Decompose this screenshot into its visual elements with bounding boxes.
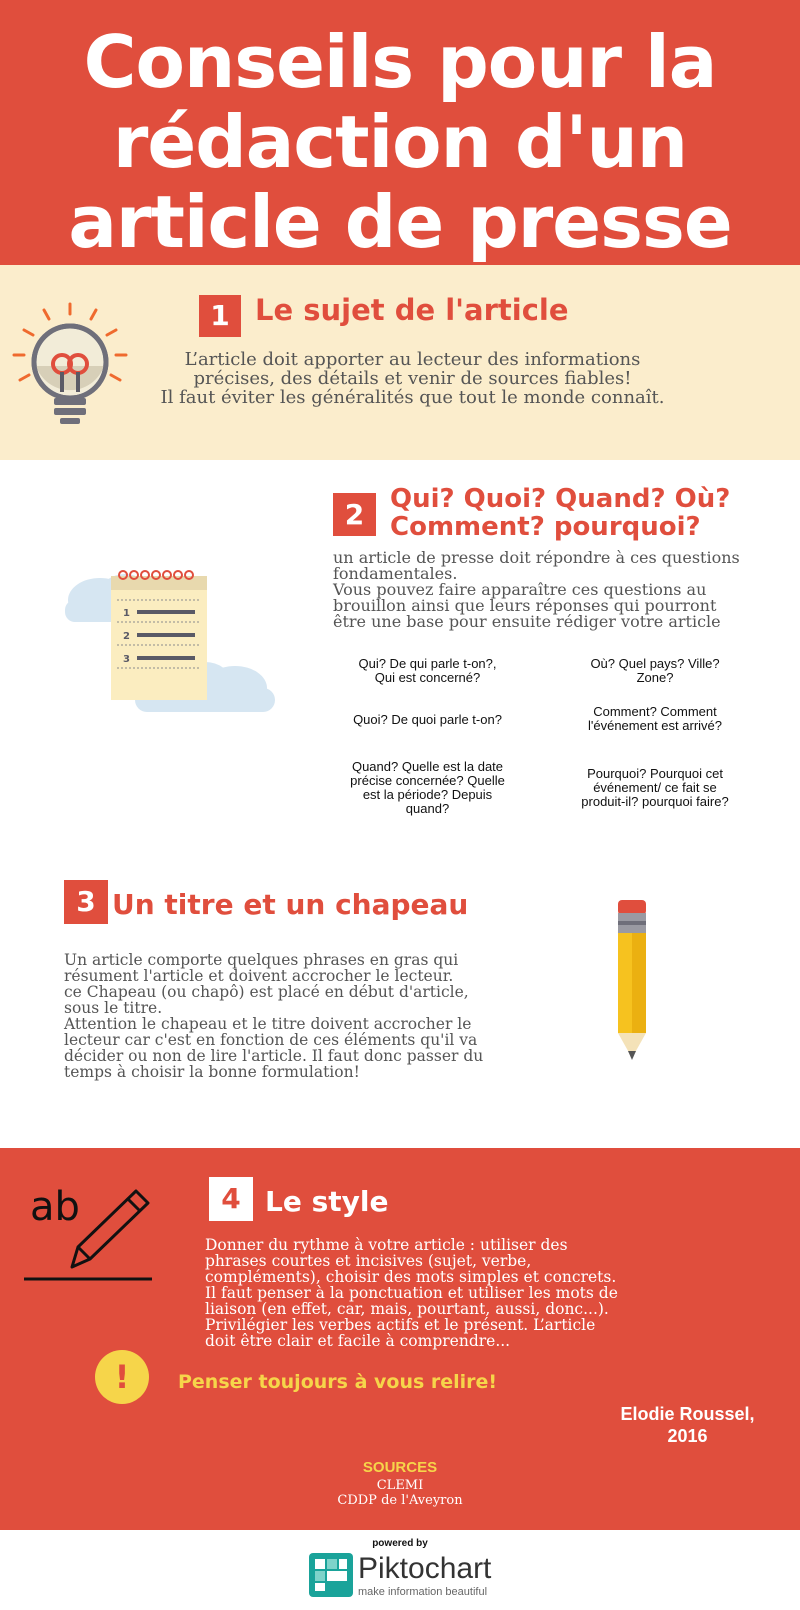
- author-year: 2016: [667, 1426, 708, 1446]
- pencil-icon: [612, 900, 652, 1065]
- writing-pen-icon: [20, 1175, 155, 1285]
- section-4-title: Le style: [265, 1185, 389, 1218]
- section-1-number: 1: [199, 295, 241, 337]
- question-line: Pourquoi? Pourquoi cet: [587, 766, 723, 781]
- question-what: [330, 713, 525, 727]
- section-3-body-line: résument l'article et doivent accrocher le lecteur.: [64, 967, 454, 985]
- question-line: Quand? Quelle est la date: [351, 759, 504, 774]
- section-4-body-line: phrases courtes et incisives (sujet, verbe,: [205, 1252, 532, 1270]
- title-line-1: Conseils pour la: [83, 20, 717, 104]
- section-2-title: [390, 485, 730, 541]
- section-2-intro-line: fondamentales.: [333, 564, 458, 583]
- sources-title: SOURCES: [362, 1459, 438, 1476]
- question-where: [555, 657, 755, 685]
- notepad-number: 2: [123, 631, 130, 642]
- section-3-body-line: sous le titre.: [64, 999, 163, 1017]
- question-how: [555, 705, 755, 733]
- section-1-title: Le sujet de l'article: [255, 293, 569, 327]
- ab-text: ab: [30, 1184, 80, 1230]
- sources: [300, 1458, 500, 1508]
- question-line: Qui est concerné?: [374, 670, 481, 685]
- author: [600, 1403, 775, 1447]
- section-1-body-line: L’article doit apporter au lecteur des informations: [184, 349, 641, 370]
- question-line: Comment? Comment: [593, 704, 717, 719]
- question-when: [330, 760, 525, 816]
- warning-icon: !: [95, 1350, 149, 1404]
- piktochart-logo-icon[interactable]: [309, 1553, 353, 1597]
- section-2-title-line: Qui? Quoi? Quand? Où?: [390, 484, 731, 514]
- question-line: est la période? Depuis: [362, 787, 493, 802]
- section-2-intro-line: un article de presse doit répondre à ces questions: [333, 548, 740, 567]
- brand-name[interactable]: Piktochart: [358, 1552, 492, 1585]
- section-4-body-line: doit être clair et facile à comprendre...: [205, 1332, 511, 1350]
- section-3-title: Un titre et un chapeau: [112, 888, 469, 921]
- section-1-body-line: précises, des détails et venir de sources fiables!: [193, 368, 632, 389]
- section-3-number: 3: [64, 880, 108, 924]
- question-line: précise concernée? Quelle: [350, 773, 505, 788]
- section-3-body-line: ce Chapeau (ou chapô) est placé en début d'article,: [64, 983, 469, 1001]
- section-2-title-line: Comment? pourquoi?: [390, 512, 701, 542]
- lightbulb-icon: [10, 300, 130, 435]
- author-name: Elodie Roussel,: [620, 1404, 755, 1424]
- question-line: quand?: [405, 801, 450, 816]
- section-4-body-line: Privilégier les verbes actifs et le présent. L’article: [205, 1316, 596, 1334]
- section-3-body: [64, 952, 516, 1080]
- question-who: [330, 657, 525, 685]
- question-line: Qui? De qui parle t-on?,: [358, 656, 497, 671]
- section-4-body: [205, 1237, 632, 1349]
- title-line-3: article de presse: [68, 180, 732, 264]
- question-line: événement/ ce fait se: [593, 780, 717, 795]
- notepad-number: 3: [123, 654, 130, 665]
- section-3-body-line: temps à choisir la bonne formulation!: [64, 1063, 360, 1081]
- source-item: CDDP de l'Aveyron: [337, 1493, 463, 1508]
- section-2-intro: [333, 550, 763, 630]
- question-line: produit-il? pourquoi faire?: [581, 794, 729, 809]
- question-line: Zone?: [636, 670, 674, 685]
- section-3-body-line: Attention le chapeau et le titre doivent accrocher le: [64, 1015, 472, 1033]
- source-item: CLEMI: [376, 1478, 424, 1493]
- warning-text: Penser toujours à vous relire!: [178, 1371, 498, 1393]
- powered-by-text: powered by: [372, 1538, 428, 1549]
- notepad-number: 1: [123, 608, 130, 619]
- section-3-body-line: décider ou non de lire l'article. Il faut donc passer du: [64, 1047, 484, 1065]
- section-1-body: [140, 350, 685, 407]
- section-2-intro-line: être une base pour ensuite rédiger votre article: [333, 612, 721, 631]
- question-line: Où? Quel pays? Ville?: [590, 656, 720, 671]
- notepad-icon: [55, 570, 285, 730]
- brand-tagline: make information beautiful: [358, 1586, 488, 1598]
- page-title: [20, 22, 780, 262]
- section-3-body-line: Un article comporte quelques phrases en gras qui: [64, 951, 459, 969]
- section-2-intro-line: brouillon ainsi que leurs réponses qui pourront: [333, 596, 717, 615]
- title-line-2: rédaction d'un: [112, 100, 688, 184]
- question-why: [555, 767, 755, 809]
- section-4-body-line: Donner du rythme à votre article : utiliser des: [205, 1236, 568, 1254]
- section-4-body-line: liaison (en effet, car, mais, pourtant, aussi, donc...).: [205, 1300, 609, 1318]
- section-4-body-line: compléments), choisir des mots simples et concrets.: [205, 1268, 617, 1286]
- question-line: l'événement est arrivé?: [588, 718, 722, 733]
- section-3-body-line: lecteur car c'est en fonction de ces éléments qu'il va: [64, 1031, 478, 1049]
- section-4-body-line: Il faut penser à la ponctuation et utiliser les mots de: [205, 1284, 618, 1302]
- section-4-number: 4: [209, 1177, 253, 1221]
- section-2-number: 2: [333, 493, 376, 536]
- section-1-body-line: Il faut éviter les généralités que tout le monde connaît.: [160, 387, 665, 408]
- question-line: Quoi? De quoi parle t-on?: [353, 712, 502, 727]
- section-2-intro-line: Vous pouvez faire apparaître ces questions au: [333, 580, 707, 599]
